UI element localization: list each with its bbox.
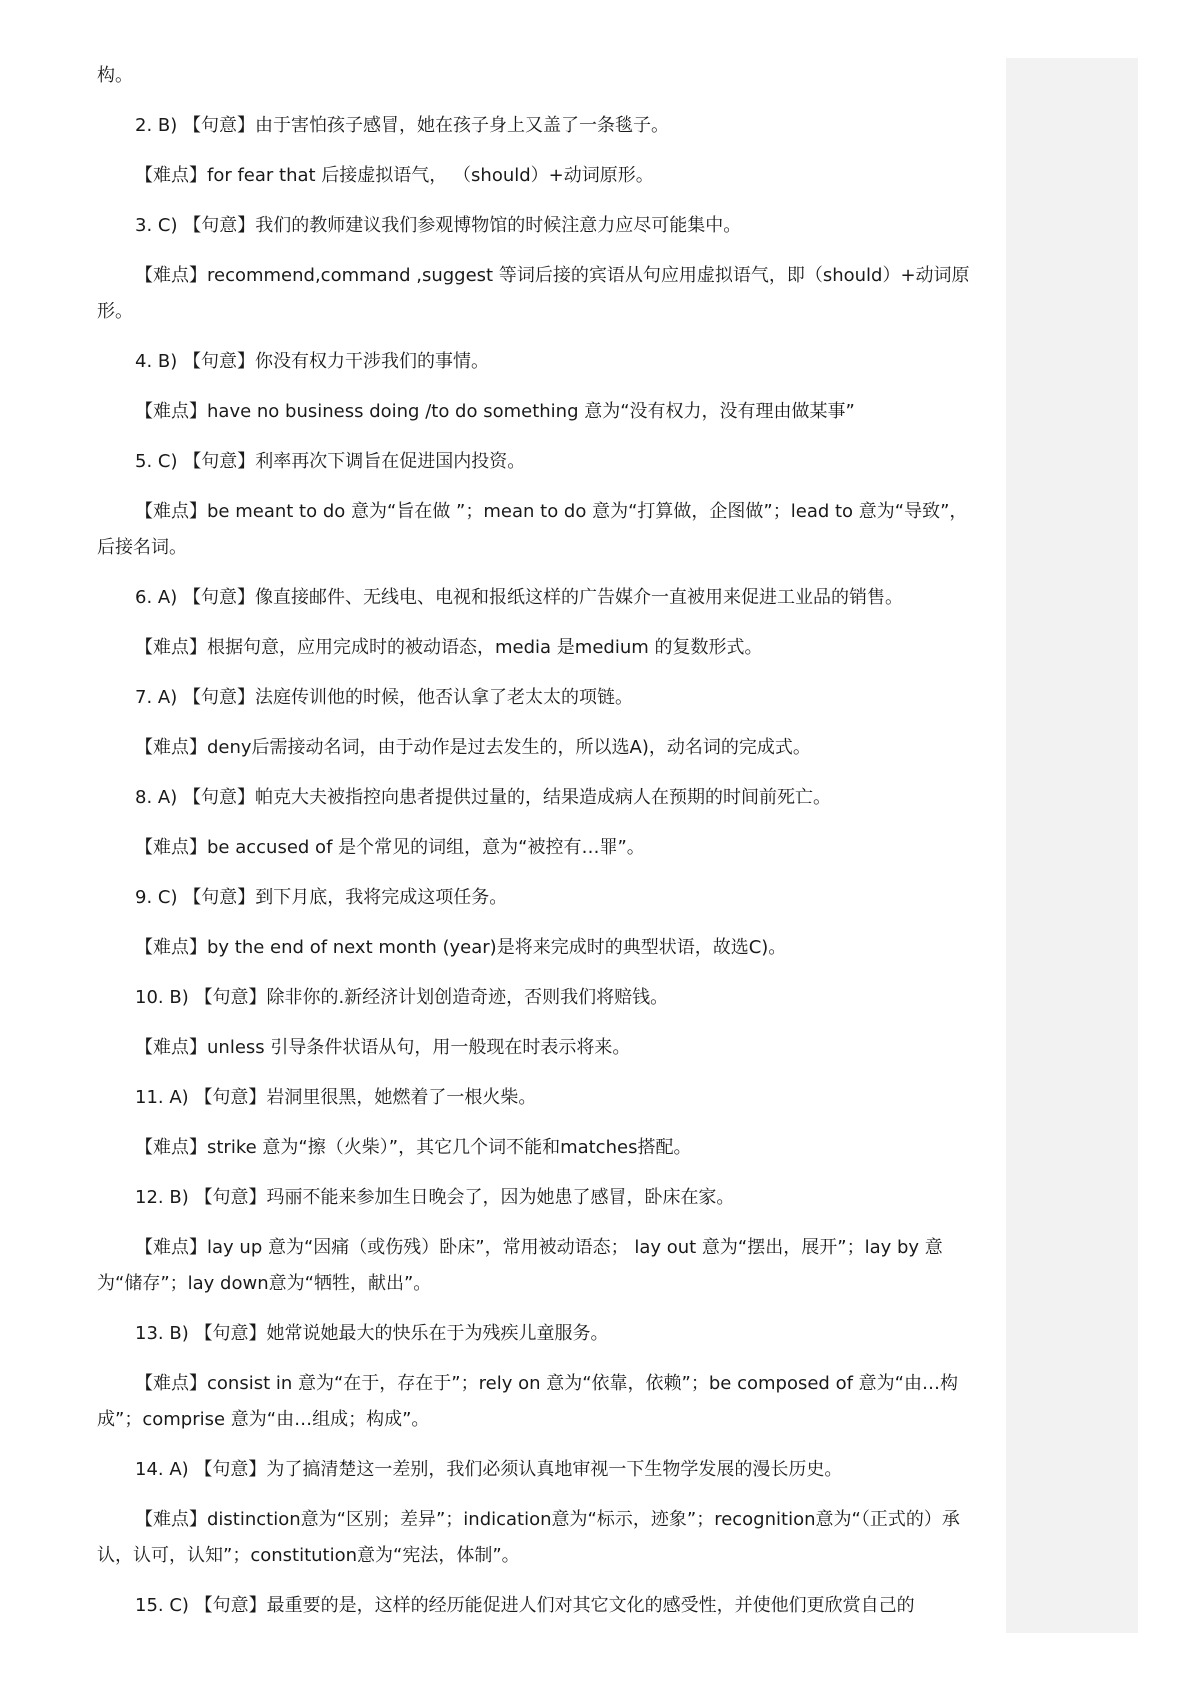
paragraph: 8. A) 【句意】帕克大夫被指控向患者提供过量的，结果造成病人在预期的时间前死亡。 xyxy=(135,787,831,808)
paragraph: 【难点】unless 引导条件状语从句，用一般现在时表示将来。 xyxy=(135,1037,631,1058)
paragraph: 3. C) 【句意】我们的教师建议我们参观博物馆的时候注意力应尽可能集中。 xyxy=(135,215,742,236)
paragraph: 5. C) 【句意】利率再次下调旨在促进国内投资。 xyxy=(135,451,526,472)
paragraph: 【难点】by the end of next month (year)是将来完成时的典型状语，故选C)。 xyxy=(135,937,787,958)
paragraph: 10. B) 【句意】除非你的.新经济计划创造奇迹，否则我们将赔钱。 xyxy=(135,987,669,1008)
paragraph: 【难点】strike 意为“擦（火柴）”，其它几个词不能和matches搭配。 xyxy=(135,1137,692,1158)
paragraph: 【难点】be meant to do 意为“旨在做 ”；mean to do 意为“打算做，企图做”；lead to 意为“导致”，后接名词。 xyxy=(97,501,968,558)
paragraph: 14. A) 【句意】为了搞清楚这一差别，我们必须认真地审视一下生物学发展的漫长历史。 xyxy=(135,1459,843,1480)
paragraph: 12. B) 【句意】玛丽不能来参加生日晚会了，因为她患了感冒，卧床在家。 xyxy=(135,1187,735,1208)
document-body xyxy=(97,58,977,1638)
paragraph: 【难点】deny后需接动名词，由于动作是过去发生的，所以选A)，动名词的完成式。 xyxy=(135,737,811,758)
paragraph: 9. C) 【句意】到下月底，我将完成这项任务。 xyxy=(135,887,508,908)
paragraph: 13. B) 【句意】她常说她最大的快乐在于为残疾儿童服务。 xyxy=(135,1323,609,1344)
paragraph: 【难点】lay up 意为“因痛（或伤残）卧床”，常用被动语态； lay out 意为“摆出，展开”；lay by 意为“储存”；lay down意为“牺牲，献出”。 xyxy=(97,1237,943,1294)
paragraph: 【难点】be accused of 是个常见的词组，意为“被控有…罪”。 xyxy=(135,837,645,858)
paragraph: 11. A) 【句意】岩洞里很黑，她燃着了一根火柴。 xyxy=(135,1087,537,1108)
page-side-panel xyxy=(1006,58,1138,1633)
paragraph: 7. A) 【句意】法庭传训他的时候，他否认拿了老太太的项链。 xyxy=(135,687,633,708)
paragraph: 【难点】consist in 意为“在于，存在于”；rely on 意为“依靠，依赖”；be composed of 意为“由…构成”；comprise 意为“由…组成；构成”。 xyxy=(97,1373,958,1430)
paragraph: 6. A) 【句意】像直接邮件、无线电、电视和报纸这样的广告媒介一直被用来促进工业品的销售。 xyxy=(135,587,903,608)
paragraph: 【难点】for fear that 后接虚拟语气， （should）+动词原形。 xyxy=(135,165,654,186)
paragraph: 2. B) 【句意】由于害怕孩子感冒，她在孩子身上又盖了一条毯子。 xyxy=(135,115,669,136)
paragraph: 4. B) 【句意】你没有权力干涉我们的事情。 xyxy=(135,351,489,372)
paragraph: 15. C) 【句意】最重要的是，这样的经历能促进人们对其它文化的感受性，并使他们更欣赏自己的 xyxy=(135,1595,915,1616)
paragraph: 构。 xyxy=(97,65,133,86)
paragraph: 【难点】recommend,command ,suggest 等词后接的宾语从句应用虚拟语气，即（should）+动词原形。 xyxy=(97,265,970,322)
paragraph: 【难点】have no business doing /to do something 意为“没有权力，没有理由做某事” xyxy=(135,401,855,422)
paragraph: 【难点】distinction意为“区别；差异”；indication意为“标示，迹象”；recognition意为“（正式的）承认，认可，认知”；constitution意为“宪法，体制”。 xyxy=(97,1509,960,1566)
paragraph: 【难点】根据句意，应用完成时的被动语态，media 是medium 的复数形式。 xyxy=(135,637,763,658)
